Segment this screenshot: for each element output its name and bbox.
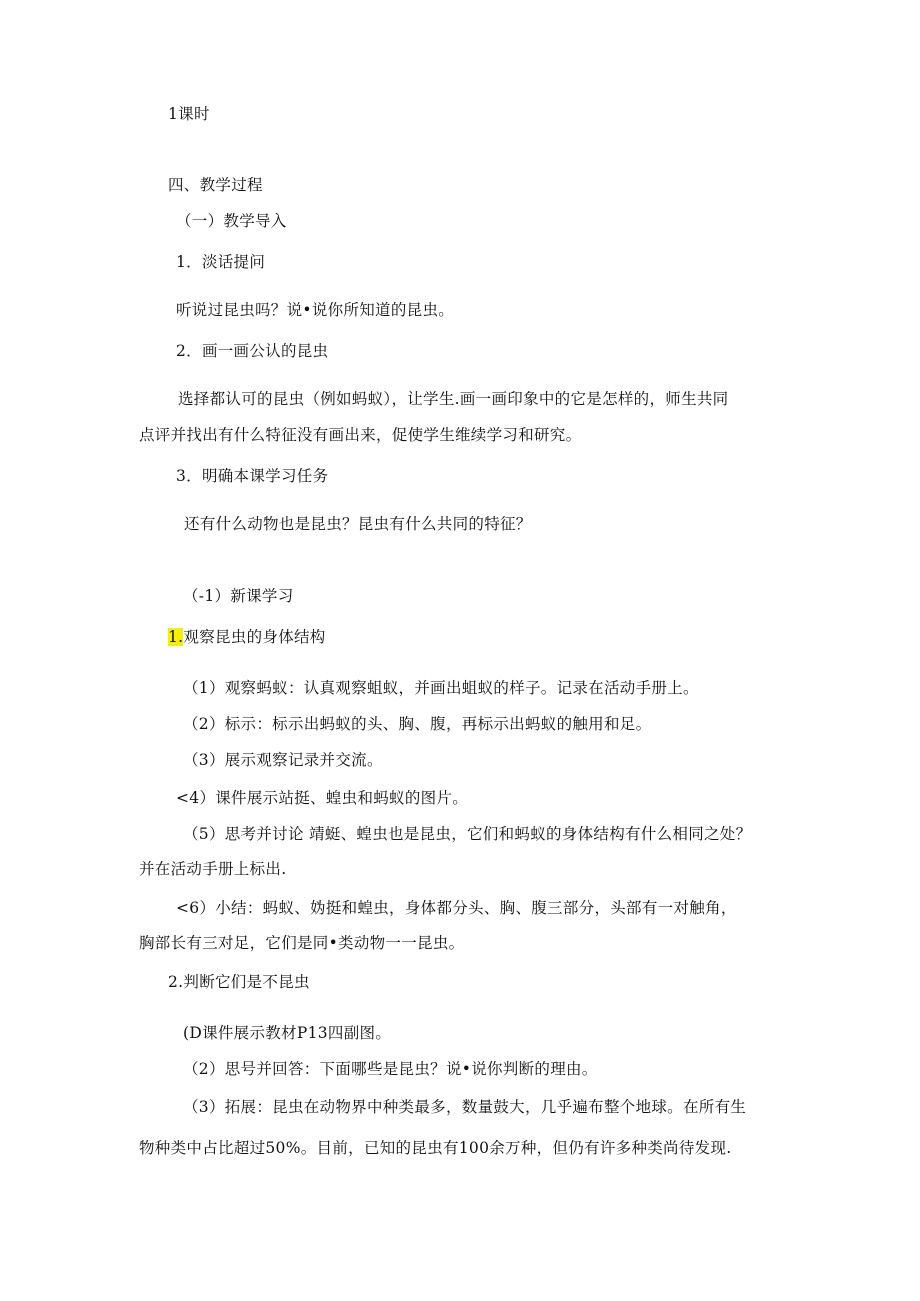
paragraph-line: <6）小结：蚂蚁、妫挺和蝗虫，身体都分头、胸、腹三部分，头部有一对触角， (176, 899, 737, 917)
highlighted-number: 1. (168, 628, 184, 646)
paragraph-line: 点评并找出有什么特征没有画出来，促使学生维续学习和研究。 (139, 426, 582, 444)
paragraph-line: （3）拓展：昆虫在动物界中种类最多，数量鼓大，几乎遍布整个地球。在所有生 (183, 1098, 747, 1116)
item-heading: 1．淡话提问 (176, 253, 266, 271)
paragraph-line: （2）标示：标示出蚂蚁的头、胸、腹，再标示出蚂蚁的触用和足。 (183, 715, 652, 733)
paragraph-line: （3）展示观察记录并交流。 (183, 751, 383, 769)
paragraph-line: 选择都认可的昆虫（例如蚂蚁），让学生.画一画印象中的它是怎样的，师生共同 (178, 390, 729, 408)
item-heading (168, 627, 326, 647)
paragraph-line: （5）思考并讨论 靖蜓、蝗虫也是昆虫，它们和蚂蚁的身体结构有什么相同之处？ (183, 825, 752, 843)
subsection-heading: （一）教学导入 (176, 212, 287, 230)
paragraph-line: 并在活动手册上标出. (139, 860, 287, 878)
paragraph-line: 还有什么动物也是昆虫？昆虫有什么共同的特征？ (184, 515, 532, 533)
paragraph-line: 胸部长有三对足，它们是同•类动物一一昆虫。 (139, 934, 465, 952)
subsection-heading: （-1）新课学习 (183, 587, 294, 605)
item-heading: 2.判断它们是不昆虫 (168, 973, 310, 991)
item-heading: 2．画一画公认的昆虫 (176, 342, 329, 360)
paragraph-line: 物种类中占比超过50%。目前，已知的昆虫有100余万种，但仍有许多种类尚待发现. (139, 1139, 732, 1157)
paragraph-line: (D课件展示教材P13四副图。 (183, 1024, 392, 1042)
item-heading: 3．明确本课学习任务 (176, 467, 329, 485)
paragraph-line: （2）思号并回答：下面哪些是昆虫？说•说你判断的理由。 (183, 1060, 598, 1078)
item-heading-text: 观察昆虫的身体结构 (183, 628, 326, 646)
paragraph-line: 听说过昆虫吗？说•说你所知道的昆虫。 (176, 301, 455, 319)
paragraph-line: （1）观察蚂蚁：认真观察蛆蚁，并画出蛆蚁的样子。记录在活动手册上。 (183, 679, 699, 697)
section-heading: 四、教学过程 (168, 176, 263, 194)
paragraph-line: <4）课件展示站挺、蝗虫和蚂蚁的图片。 (176, 789, 469, 807)
class-hours: 1课时 (168, 105, 210, 123)
